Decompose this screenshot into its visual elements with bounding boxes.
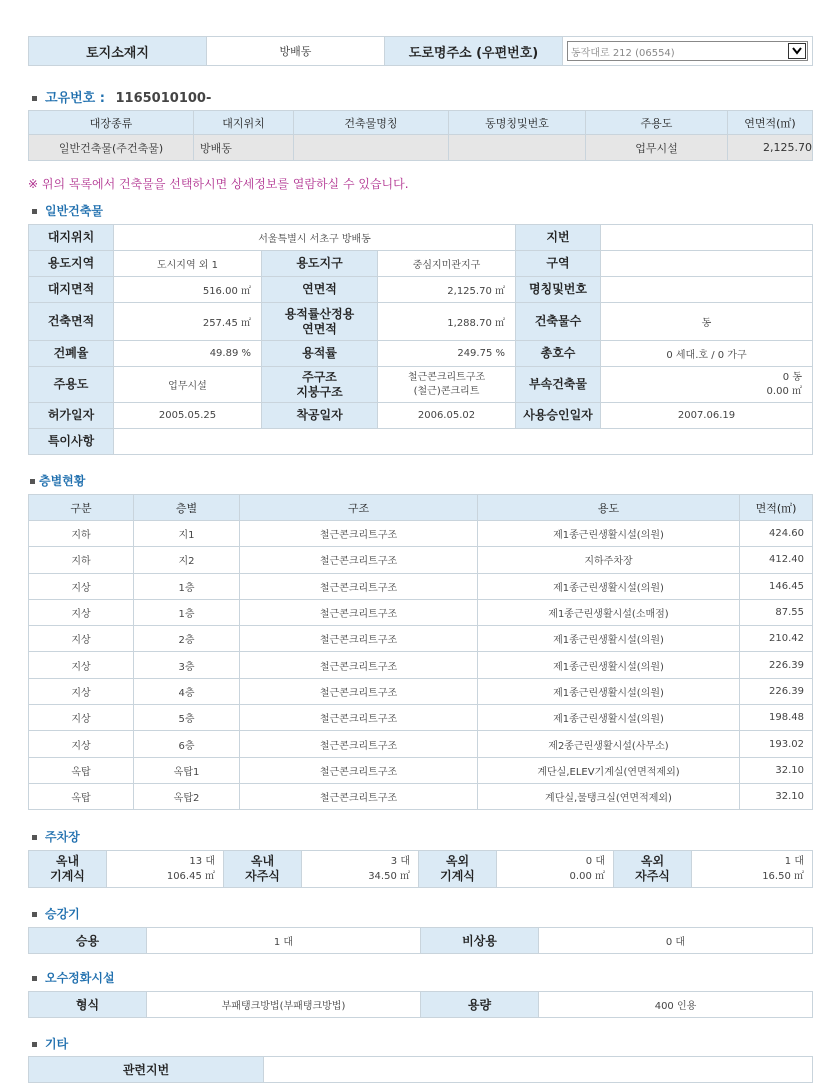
floor-division: 지상	[29, 573, 134, 599]
parking-label-line1: 옥내	[250, 854, 275, 868]
floor-use: 제1종근린생활시설(의원)	[478, 626, 740, 652]
sewage-capacity-label: 용량	[421, 992, 539, 1018]
parking-area: 34.50 ㎡	[368, 871, 410, 882]
id-section-heading	[32, 87, 211, 106]
list-cell-type[interactable]: 일반건축물(주건축물)	[29, 135, 194, 161]
site-location-value: 서울특별시 서초구 방배동	[114, 225, 516, 251]
lot-no-label: 지번	[516, 225, 601, 251]
approval-label: 사용승인일자	[516, 403, 601, 429]
floor-structure: 철근콘크리트구조	[240, 757, 478, 783]
column-header: 주용도	[586, 111, 728, 135]
floor-division: 옥탑	[29, 783, 134, 809]
annex-label: 부속건축물	[516, 367, 601, 403]
floor-use: 제1종근린생활시설(의원)	[478, 705, 740, 731]
zone-area-value: 도시지역 외 1	[114, 251, 262, 277]
parking-section-heading	[32, 828, 80, 845]
address-bar	[28, 36, 813, 66]
sewage-type-value: 부패탱크방법(부패탱크방법)	[147, 992, 421, 1018]
floor-area: 32.10	[740, 783, 813, 809]
floor-use: 제1종근린생활시설(의원)	[478, 573, 740, 599]
floor-structure: 철근콘크리트구조	[240, 705, 478, 731]
floors-title: 층별현황	[39, 474, 86, 488]
sewage-type-label: 형식	[29, 992, 147, 1018]
table-row	[29, 731, 813, 757]
column-header: 면적(㎡)	[740, 495, 813, 521]
parking-label-line2: 기계식	[50, 869, 85, 883]
column-header: 구조	[240, 495, 478, 521]
table-row	[29, 783, 813, 809]
parking-indoor-self-value	[302, 851, 419, 888]
zone-area-label: 용도지역	[29, 251, 114, 277]
floor-area: 146.45	[740, 573, 813, 599]
table-header-row	[29, 495, 813, 521]
floor-division: 지상	[29, 705, 134, 731]
parking-title: 주차장	[45, 830, 80, 844]
floor-structure: 철근콘크리트구조	[240, 521, 478, 547]
building-area-label: 건축면적	[29, 303, 114, 341]
floor-use: 계단실,물탱크실(연면적제외)	[478, 783, 740, 809]
floor-level: 2층	[134, 626, 240, 652]
households-value: 0 세대.호 / 0 가구	[601, 341, 813, 367]
structure-value	[378, 367, 516, 403]
floors-table	[28, 494, 813, 810]
floor-division: 지상	[29, 731, 134, 757]
floor-level: 4층	[134, 678, 240, 704]
zone-district-value: 중심지미관지구	[378, 251, 516, 277]
floor-area: 32.10	[740, 757, 813, 783]
elevator-passenger-label: 승용	[29, 928, 147, 954]
remarks-label: 특이사항	[29, 429, 114, 455]
bullet-icon	[32, 976, 37, 981]
parking-indoor-mech-value	[107, 851, 224, 888]
sewage-table	[28, 991, 813, 1018]
table-row	[29, 678, 813, 704]
floor-area: 210.42	[740, 626, 813, 652]
floor-division: 지상	[29, 678, 134, 704]
building-list-table	[28, 110, 813, 161]
floor-level: 5층	[134, 705, 240, 731]
elevator-emergency-value: 0 대	[539, 928, 813, 954]
table-row	[29, 705, 813, 731]
floor-level: 1층	[134, 573, 240, 599]
parking-area: 0.00 ㎡	[569, 871, 605, 882]
floor-level: 옥탑2	[134, 783, 240, 809]
structure-label-line1: 주구조	[302, 369, 337, 384]
far-value: 249.75 %	[378, 341, 516, 367]
main-use-value: 업무시설	[114, 367, 262, 403]
table-row	[29, 573, 813, 599]
building-area-value: 257.45 ㎡	[114, 303, 262, 341]
site-area-value: 516.00 ㎡	[114, 277, 262, 303]
structure-value-line2: (철근)콘크리트	[413, 385, 480, 397]
floor-structure: 철근콘크리트구조	[240, 731, 478, 757]
floor-use: 지하주차장	[478, 547, 740, 573]
parking-count: 13 대	[189, 856, 215, 867]
floor-area: 226.39	[740, 652, 813, 678]
column-header: 연면적(㎡)	[728, 111, 813, 135]
table-row	[29, 757, 813, 783]
list-cell-dong[interactable]	[449, 135, 586, 161]
general-title: 일반건축물	[45, 204, 103, 218]
parking-count: 0 대	[585, 856, 605, 867]
bullet-icon	[32, 912, 37, 917]
site-area-label: 대지면적	[29, 277, 114, 303]
etc-title: 기타	[45, 1037, 69, 1051]
etc-table	[28, 1056, 813, 1083]
list-cell-location[interactable]: 방배동	[194, 135, 294, 161]
floor-area: 412.40	[740, 547, 813, 573]
parking-count: 3 대	[390, 856, 410, 867]
elevator-section-heading	[32, 905, 80, 922]
floor-use: 제1종근린생활시설(의원)	[478, 678, 740, 704]
etc-section-heading	[32, 1035, 68, 1052]
structure-label-line2: 지붕구조	[296, 384, 343, 399]
floor-structure: 철근콘크리트구조	[240, 573, 478, 599]
building-count-value: 동	[601, 303, 813, 341]
name-label: 명칭및번호	[516, 277, 601, 303]
bullet-icon	[32, 1042, 37, 1047]
permit-label: 허가일자	[29, 403, 114, 429]
parking-outdoor-mech-value	[497, 851, 614, 888]
parking-label-line2: 자주식	[635, 869, 670, 883]
related-lot-label: 관련지번	[29, 1057, 264, 1083]
remarks-value	[114, 429, 813, 455]
floor-level: 3층	[134, 652, 240, 678]
bullet-icon	[32, 209, 37, 214]
parking-outdoor-mech-label	[419, 851, 497, 888]
table-row	[29, 547, 813, 573]
bullet-icon	[30, 479, 35, 484]
floor-division: 지하	[29, 547, 134, 573]
floors-section-heading	[30, 472, 85, 489]
table-row	[29, 652, 813, 678]
total-floor-label: 연면적	[262, 277, 378, 303]
floor-division: 지상	[29, 652, 134, 678]
related-lot-value	[264, 1057, 813, 1083]
parking-label-line2: 기계식	[440, 869, 475, 883]
floor-use: 제2종근린생활시설(사무소)	[478, 731, 740, 757]
list-cell-name[interactable]	[294, 135, 449, 161]
table-row	[29, 626, 813, 652]
list-cell-area[interactable]: 2,125.70	[728, 135, 813, 161]
general-building-table	[28, 224, 813, 455]
floor-area: 198.48	[740, 705, 813, 731]
far-label: 용적률	[262, 341, 378, 367]
sewage-capacity-value: 400 인용	[539, 992, 813, 1018]
elevator-table	[28, 927, 813, 954]
id-value: 1165010100-	[115, 91, 212, 106]
structure-label	[262, 367, 378, 403]
floor-level: 지1	[134, 521, 240, 547]
permit-value: 2005.05.25	[114, 403, 262, 429]
column-header: 대장종류	[29, 111, 194, 135]
bcr-label: 건폐율	[29, 341, 114, 367]
table-header-row	[29, 111, 813, 135]
annex-value	[601, 367, 813, 403]
floor-division: 지상	[29, 626, 134, 652]
table-row[interactable]	[29, 135, 813, 161]
notice-text: ※ 위의 목록에서 건축물을 선택하시면 상세정보를 열람하실 수 있습니다.	[28, 177, 409, 191]
road-address-select-value: 동작대로 212 (06554)	[571, 47, 675, 59]
floor-level: 1층	[134, 599, 240, 625]
floor-level: 옥탑1	[134, 757, 240, 783]
floor-division: 지하	[29, 521, 134, 547]
column-header: 용도	[478, 495, 740, 521]
elevator-emergency-label: 비상용	[421, 928, 539, 954]
start-label: 착공일자	[262, 403, 378, 429]
column-header: 대지위치	[194, 111, 294, 135]
chevron-down-icon[interactable]	[788, 43, 806, 59]
general-section-heading	[32, 202, 103, 219]
far-area-value: 1,288.70 ㎡	[378, 303, 516, 341]
parking-label-line1: 옥내	[55, 854, 80, 868]
floor-area: 193.02	[740, 731, 813, 757]
table-row	[29, 599, 813, 625]
column-header: 구분	[29, 495, 134, 521]
floor-division: 지상	[29, 599, 134, 625]
column-header: 동명칭및번호	[449, 111, 586, 135]
approval-value: 2007.06.19	[601, 403, 813, 429]
parking-label-line2: 자주식	[245, 869, 280, 883]
bullet-icon	[32, 835, 37, 840]
parking-indoor-mech-label	[29, 851, 107, 888]
sewage-title: 오수정화시설	[45, 971, 115, 985]
elevator-title: 승강기	[45, 907, 80, 921]
floor-structure: 철근콘크리트구조	[240, 652, 478, 678]
far-area-label-line1: 용적률산정용	[284, 306, 355, 321]
zone-district-label: 용도지구	[262, 251, 378, 277]
floor-use: 제1종근린생활시설(소매점)	[478, 599, 740, 625]
floor-structure: 철근콘크리트구조	[240, 783, 478, 809]
column-header: 건축물명칭	[294, 111, 449, 135]
parking-indoor-self-label	[224, 851, 302, 888]
zone-section-value	[601, 251, 813, 277]
floor-structure: 철근콘크리트구조	[240, 547, 478, 573]
parking-outdoor-self-value	[692, 851, 813, 888]
site-location-label: 대지위치	[29, 225, 114, 251]
column-header: 층별	[134, 495, 240, 521]
road-address-select[interactable]	[567, 41, 808, 61]
floor-division: 옥탑	[29, 757, 134, 783]
floor-use: 제1종근린생활시설(의원)	[478, 521, 740, 547]
bcr-value: 49.89 %	[114, 341, 262, 367]
floor-structure: 철근콘크리트구조	[240, 678, 478, 704]
far-area-label	[262, 303, 378, 341]
building-count-label: 건축물수	[516, 303, 601, 341]
parking-label-line1: 옥외	[640, 854, 665, 868]
parking-area: 16.50 ㎡	[762, 871, 804, 882]
households-label: 총호수	[516, 341, 601, 367]
floor-use: 제1종근린생활시설(의원)	[478, 652, 740, 678]
zone-section-label: 구역	[516, 251, 601, 277]
lot-value: 방배동	[207, 37, 385, 66]
road-address-label: 도로명주소 (우편번호)	[385, 37, 563, 66]
parking-outdoor-self-label	[614, 851, 692, 888]
floor-use: 계단실,ELEV기계실(연면적제외)	[478, 757, 740, 783]
total-floor-value: 2,125.70 ㎡	[378, 277, 516, 303]
bullet-icon	[32, 96, 37, 101]
lot-label: 토지소재지	[29, 37, 207, 66]
annex-value-count: 0 동	[782, 371, 802, 383]
id-label: 고유번호 :	[45, 91, 105, 106]
name-value	[601, 277, 813, 303]
floor-area: 87.55	[740, 599, 813, 625]
table-row	[29, 521, 813, 547]
far-area-label-line2: 연면적	[302, 321, 337, 336]
lot-no-value	[601, 225, 813, 251]
annex-value-area: 0.00 ㎡	[766, 385, 802, 397]
floor-level: 지2	[134, 547, 240, 573]
road-address-cell	[563, 37, 813, 66]
start-value: 2006.05.02	[378, 403, 516, 429]
floor-area: 424.60	[740, 521, 813, 547]
parking-count: 1 대	[784, 856, 804, 867]
list-cell-use[interactable]: 업무시설	[586, 135, 728, 161]
elevator-passenger-value: 1 대	[147, 928, 421, 954]
structure-value-line1: 철근콘크리트구조	[407, 371, 486, 383]
parking-label-line1: 옥외	[445, 854, 470, 868]
floor-structure: 철근콘크리트구조	[240, 626, 478, 652]
parking-area: 106.45 ㎡	[166, 871, 215, 882]
main-use-label: 주용도	[29, 367, 114, 403]
floor-area: 226.39	[740, 678, 813, 704]
parking-table	[28, 850, 813, 888]
floor-structure: 철근콘크리트구조	[240, 599, 478, 625]
floor-level: 6층	[134, 731, 240, 757]
sewage-section-heading	[32, 969, 115, 986]
